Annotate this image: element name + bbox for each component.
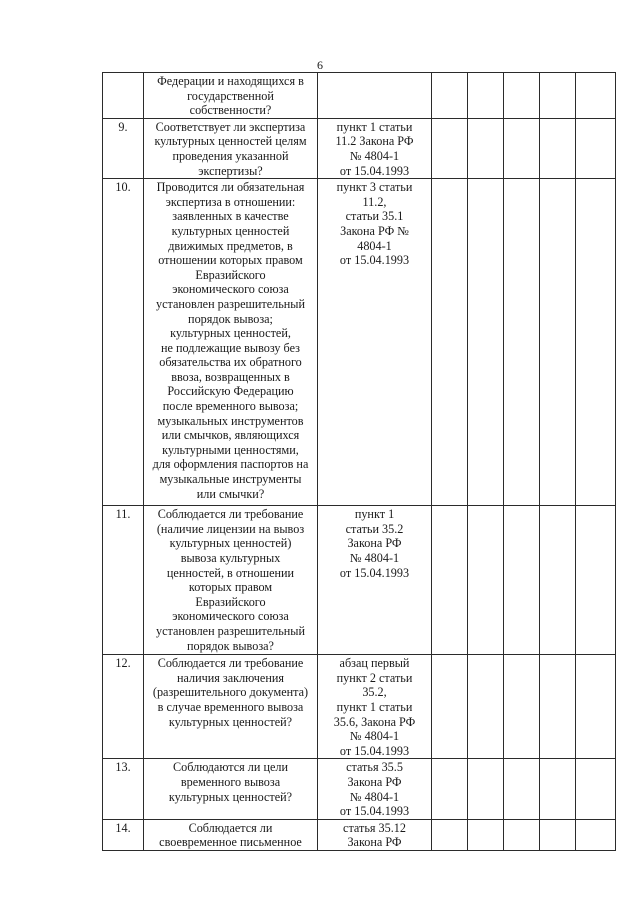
question-cell [144, 118, 318, 178]
notes-cell [576, 819, 616, 850]
notes-cell [576, 759, 616, 819]
law-line: 35.6, Закона РФ [333, 714, 416, 729]
question-line: которых правом [188, 580, 273, 595]
law-line: 11.2 Закона РФ [335, 134, 414, 149]
law-line: статья 35.12 [343, 820, 406, 835]
question-line: или смычков, являющихся [161, 428, 300, 443]
question-line: культурных ценностей) [169, 536, 292, 551]
answer-cell [504, 179, 540, 506]
row-number [103, 73, 144, 119]
answer-cell [540, 179, 576, 506]
row-number: 11. [103, 506, 144, 655]
law-line: от 15.04.1993 [339, 804, 410, 819]
question-line: музыкальные инструменты [159, 472, 302, 487]
answer-cell [468, 819, 504, 850]
answer-cell [504, 506, 540, 655]
answer-cell [540, 73, 576, 119]
question-line: ценностей, в отношении [166, 565, 295, 580]
law-line: пункт 3 статьи [336, 180, 413, 195]
law-line: 4804-1 [357, 238, 392, 253]
question-cell [144, 179, 318, 506]
question-line: культурных ценностей? [168, 714, 293, 729]
question-line: экономического союза [172, 609, 289, 624]
question-line: временного вывоза [180, 774, 281, 789]
question-cell [144, 759, 318, 819]
question-line: культурных ценностей, [170, 326, 291, 341]
question-cell [144, 506, 318, 655]
checklist-table [102, 72, 616, 851]
table-row [103, 73, 616, 119]
question-line: Соответствует ли экспертиза [155, 119, 306, 134]
answer-cell [540, 506, 576, 655]
question-line: Соблюдаются ли цели [173, 760, 288, 775]
question-line: Федерации и находящихся в [157, 74, 304, 88]
law-line: Закона РФ [347, 774, 402, 789]
answer-cell [540, 118, 576, 178]
answer-cell [432, 819, 468, 850]
question-line: вывоза культурных [180, 550, 281, 565]
question-line: экспертиза в отношении: [165, 194, 296, 209]
question-cell [144, 819, 318, 850]
law-line: 35.2, [362, 685, 387, 700]
answer-cell [468, 759, 504, 819]
question-line: отношении которых правом [158, 253, 303, 268]
row-number: 10. [103, 179, 144, 506]
question-line: заявленных в качестве [172, 209, 289, 224]
answer-cell [468, 655, 504, 759]
question-line: в случае временного вывоза [157, 699, 304, 714]
question-line: установлен разрешительный [156, 296, 305, 311]
answer-cell [432, 506, 468, 655]
answer-cell [432, 759, 468, 819]
law-line: Закона РФ [347, 536, 402, 551]
law-line: статья 35.5 [346, 760, 403, 775]
law-reference-cell [318, 506, 432, 655]
question-line: Российскую Федерацию [167, 384, 294, 399]
table-row [103, 506, 616, 655]
table-row [103, 118, 616, 178]
question-line: для оформления паспортов на [152, 457, 309, 472]
law-line: пункт 1 [354, 507, 395, 522]
answer-cell [504, 118, 540, 178]
notes-cell [576, 179, 616, 506]
notes-cell [576, 73, 616, 119]
question-line: Соблюдается ли [188, 820, 273, 835]
question-line: культурных ценностей целям [154, 134, 307, 149]
question-line: движимых предметов, в [168, 238, 293, 253]
question-line: наличия заключения [176, 670, 284, 685]
law-line: от 15.04.1993 [339, 253, 410, 268]
question-line: собственности? [189, 103, 272, 118]
answer-cell [540, 655, 576, 759]
question-line: Соблюдается ли требование [157, 656, 304, 671]
page-number: 6 [317, 58, 323, 72]
law-line: 11.2, [362, 194, 387, 209]
law-reference-cell [318, 118, 432, 178]
question-line: культурными ценностями, [162, 442, 299, 457]
law-reference-cell [318, 179, 432, 506]
table-row [103, 759, 616, 819]
notes-cell [576, 506, 616, 655]
question-line: Соблюдается ли требование [157, 507, 304, 522]
law-line: от 15.04.1993 [339, 565, 410, 580]
question-line: или смычки? [196, 486, 265, 501]
answer-cell [468, 118, 504, 178]
answer-cell [504, 759, 540, 819]
question-line: своевременное письменное [159, 835, 302, 850]
law-line: № 4804-1 [349, 789, 400, 804]
notes-cell [576, 655, 616, 759]
question-line: Евразийского [195, 594, 266, 609]
question-line: экономического союза [172, 282, 289, 297]
row-number: 13. [103, 759, 144, 819]
question-line: обязательства их обратного [159, 355, 302, 370]
row-number: 12. [103, 655, 144, 759]
question-line: государственной [187, 88, 274, 103]
table-row [103, 655, 616, 759]
law-line: Закона РФ № [340, 223, 409, 238]
law-line: № 4804-1 [349, 550, 400, 565]
answer-cell [432, 118, 468, 178]
law-line: пункт 2 статьи [336, 670, 413, 685]
law-line: статьи 35.1 [345, 209, 404, 224]
answer-cell [504, 655, 540, 759]
row-number: 14. [103, 819, 144, 850]
law-line: абзац первый [339, 656, 410, 671]
answer-cell [540, 759, 576, 819]
question-line: экспертизы? [198, 163, 263, 178]
question-line: (наличие лицензии на вывоз [156, 521, 305, 536]
question-line: Проводится ли обязательная [156, 180, 305, 195]
law-line: от 15.04.1993 [339, 163, 410, 178]
question-line: Евразийского [195, 267, 266, 282]
answer-cell [432, 73, 468, 119]
answer-cell [468, 506, 504, 655]
table-row [103, 819, 616, 850]
row-number: 9. [103, 118, 144, 178]
law-line: от 15.04.1993 [339, 743, 410, 758]
question-line: культурных ценностей? [168, 789, 293, 804]
question-line: ввоза, возвращенных в [171, 369, 290, 384]
question-line: после временного вывоза; [162, 399, 299, 414]
answer-cell [432, 179, 468, 506]
law-line: пункт 1 статьи [336, 119, 413, 134]
question-line: установлен разрешительный [156, 623, 305, 638]
answer-cell [432, 655, 468, 759]
answer-cell [468, 179, 504, 506]
law-reference-cell [318, 759, 432, 819]
law-line: Закона РФ [347, 835, 402, 850]
question-line: (разрешительного документа) [152, 685, 309, 700]
law-line: статьи 35.2 [345, 521, 404, 536]
answer-cell [504, 73, 540, 119]
question-cell [144, 655, 318, 759]
law-reference-cell [318, 655, 432, 759]
law-line: № 4804-1 [349, 729, 400, 744]
table-row [103, 179, 616, 506]
law-reference-cell [318, 819, 432, 850]
answer-cell [468, 73, 504, 119]
question-cell [144, 73, 318, 119]
question-line: порядок вывоза; [188, 311, 273, 326]
law-line: пункт 1 статьи [336, 699, 413, 714]
question-line: проведения указанной [172, 148, 289, 163]
law-line: № 4804-1 [349, 148, 400, 163]
question-line: не подлежащие вывозу без [161, 340, 300, 355]
notes-cell [576, 118, 616, 178]
answer-cell [540, 819, 576, 850]
question-line: культурных ценностей [171, 223, 290, 238]
question-line: музыкальных инструментов [157, 413, 304, 428]
law-reference-cell [318, 73, 432, 119]
answer-cell [504, 819, 540, 850]
question-line: порядок вывоза? [187, 638, 274, 653]
